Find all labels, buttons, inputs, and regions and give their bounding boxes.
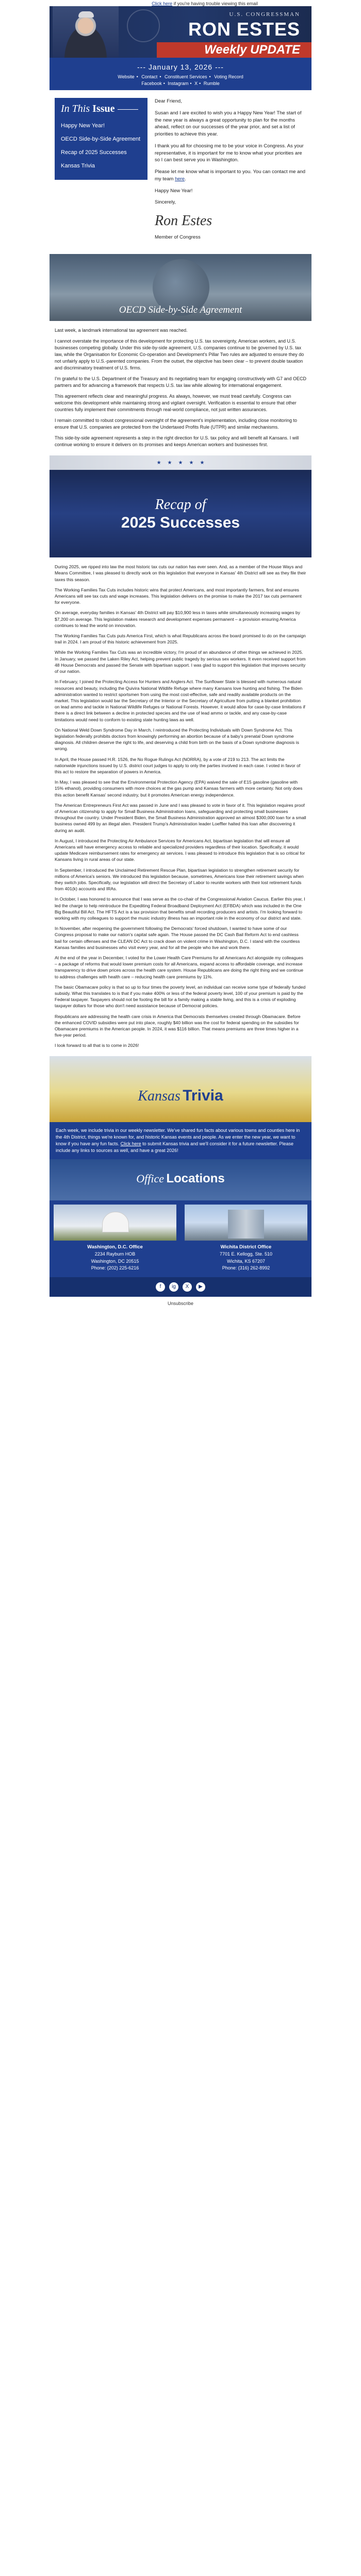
letter-paragraph: Happy New Year! <box>155 188 193 194</box>
office-dc <box>50 1200 180 1277</box>
top-nav: Website • Contact • Constituent Services • Voting Record <box>118 74 243 79</box>
congressman-portrait <box>53 6 119 58</box>
nav-voting-record[interactable]: Voting Record <box>214 74 243 79</box>
recap-paragraph: In February, I joined the Protecting Access for Hunters and Anglers Act. The Sunflower State is blessed with numerous natural resources and beauty, including the Quivira National Wildlife Refuge where many Kansans love hunting and fishing. The Biden administration wanted to restrict sportsmen from using the most cost-effective, safe and readily available products on the market. This legislation would bar the Secretary of the Interior or the Secretary of Agriculture from putting a blanket prohibition on lead ammo and tackle in National Wildlife Refuges or National Forests. However, it would allow for case-by-case limitations if there is a direct link between a decline in protected species and the use of lead ammo or tackle, and any case-by-case limitations would need to conform to existing state hunting laws as well. <box>55 679 305 722</box>
contact-here-link[interactable]: here <box>175 176 185 182</box>
letter-closing: Sincerely, <box>155 199 176 206</box>
nav-constituent-services[interactable]: Constituent Services <box>164 74 207 79</box>
trivia-submit-link[interactable]: Click here <box>120 1141 141 1146</box>
capitol-image <box>54 1205 176 1241</box>
top-note <box>0 0 361 6</box>
office-name: Wichita District Office <box>220 1244 272 1250</box>
recap-paragraph: During 2025, we ripped into law the most historic tax cuts our nation has ever seen. And, as a member of the House Ways and Means Committee, I was pleased to directly work on this legislation that everyone in Kansas' 4th District will see as they file their taxes this season. <box>55 564 306 582</box>
letter-title: Member of Congress <box>155 234 201 240</box>
recap-paragraph: In October, I was honored to announce that I was serve as the co-chair of the Congressional Aviation Caucus. Earlier this year, I led the charge to help reintroduce the Expediting Federal Broadband Deployment Act (EFBDA) which was included in the One Big Beautiful Bill Act. The HFTS Act is a tax provision that benefits small recording producers and artists. I'm looking forward to working with my colleagues to support the music industry illness has an important role in the economy of our district and state. <box>55 896 305 921</box>
nav-facebook[interactable]: Facebook <box>141 81 162 86</box>
header-pretitle: U.S. CONGRESSMAN <box>229 11 300 18</box>
locations-caption-top: Office <box>136 1172 164 1185</box>
star-icon: ★ <box>200 460 205 466</box>
office-list <box>50 1200 311 1277</box>
recap-paragraph: At the end of the year in December, I voted for the Lower Health Care Premiums for all Americans Act alongside my colleagues – a package of reforms that would lower premium costs for all Americans, expand access to affordable coverage, and increase transparency to drive down prices across the health care system. House Republicans are doing the right thing and we continue to address challenges with health care – reducing health care premiums by 11%. <box>55 955 303 979</box>
oecd-paragraph: I remain committed to robust congressional oversight of the agreement's implementation, including close monitoring to ensure that U.S. companies are protected from the Undertaxed Profits Rule (UTPR) and similar mechanisms. <box>55 418 297 430</box>
signature: Ron Estes <box>155 213 212 229</box>
oecd-banner-image <box>50 254 311 321</box>
locations-caption-bottom: Locations <box>166 1171 225 1185</box>
x-icon[interactable]: X <box>183 1282 192 1292</box>
stars-divider <box>50 455 311 470</box>
in-this-issue-box <box>55 98 147 180</box>
star-icon: ★ <box>156 460 161 466</box>
office-address: Washington, DC 20515 <box>91 1258 139 1264</box>
footer <box>50 1297 311 1307</box>
recap-paragraph: I look forward to all that is to come in 2026! <box>55 1043 139 1048</box>
oecd-paragraph: This agreement reflects clear and meaningful progress. As always, however, we must tread carefully. Congress can welcome this development while maintaining strong and vigilant oversight. Verification is essential to ensure that other countries fully implement their commitments through real-world compliance, not just written assurances. <box>55 393 297 413</box>
letter-paragraph: Susan and I are excited to wish you a Happy New Year! The start of the new year is always a great opportunity to plan for the months ahead, reflect on our successes of the year prior, and set a list of priorities to achieve this year. <box>155 110 302 138</box>
office-address: Wichita, KS 67207 <box>226 1258 266 1264</box>
trivia-banner-image <box>50 1056 311 1122</box>
nav-contact[interactable]: Contact <box>141 74 158 79</box>
recap-paragraph: The American Entrepreneurs First Act was passed in June and I was pleased to vote in favor of it. This legislation requires proof of American citizenship to apply for Small Business Administration loans, safeguarding and protecting small businesses throughout the country. Under President Biden, the Small Business Administration approved an almost $300,000 loan for a small business owned 499 by an illegal alien. President Trump's Administration leader Loeffler halted this loan after discovering it during an audit. <box>55 802 306 833</box>
recap-paragraph: The basic Obamacare policy is that so up to four times the poverty level, an individual can receive some type of federally funded subsidy. What this translates to is that if you make 400% or less of the federal poverty level, 100 of your premium is paid by the Federal taxpayer. Taxpayers should not be footing the bill for a family making a stable living, and this is a crisis of exploding taxpayer dollars for those who don't need assistance because of Democrat policies. <box>55 984 306 1009</box>
nav-x[interactable]: X <box>194 81 198 86</box>
oecd-paragraph: This side-by-side agreement represents a step in the right direction for U.S. tax policy and will benefit all Kansans. I will continue working to ensure it delivers on its promises and keeps American workers and businesses first. <box>55 435 299 448</box>
date-nav-band <box>50 58 311 90</box>
nav-website[interactable]: Website <box>118 74 135 79</box>
recap-caption-top: Recap of <box>155 497 206 513</box>
recap-paragraph: In November, after reopening the government following the Democrats' forced shutdown, I wanted to have some of our Congress proposal to make our nation's capital safe again. The House passed the DC Cash Bail Reform Act to end cashless bail for certain offenses and the CLEAN DC Act to crack down on violent crime in Washington, D.C. I stand with the countless Kansas families and businesses who visit every year, and for all the people who live and work there. <box>55 926 300 950</box>
recap-paragraph: While the Working Families Tax Cuts was an incredible victory, I'm proud of an abundance of other things we achieved in 2025. In January, we passed the Laken Riley Act, helping prevent public tragedy by serious sex workers. It even received support from 48 House Democrats and passed the Senate with bipartisan support. I was glad to support this legislation that improves security of our nation. <box>55 650 306 674</box>
issue-item[interactable]: Recap of 2025 Successes <box>61 149 127 156</box>
oecd-caption: OECD Side-by-Side Agreement <box>119 304 242 315</box>
recap-paragraph: In April, the House passed H.R. 1526, the No Rogue Rulings Act (NORRA), by a vote of 219 to 213. The act limits the nationwide injunctions issued by U.S. district court judges to apply to only the parties involved in each case. I voted in favor of this act to restore the separation of powers in America. <box>55 756 301 774</box>
letter-paragraph: I thank you all for choosing me to be your voice in Congress. As your representative, it is important for me to know what your priorities are so I can best serve you in Washington. <box>155 143 304 163</box>
recap-paragraph: The Working Families Tax Cuts puts America First, which is what Republicans across the board promised to do on the campaign trail in 2024. I am proud of this historic achievement from 2025. <box>55 633 306 645</box>
issue-item[interactable]: Happy New Year! <box>61 123 105 129</box>
social-nav: Facebook • Instagram • X • Rumble <box>141 81 220 86</box>
office-address: 2234 Rayburn HOB <box>94 1251 136 1257</box>
oecd-paragraph: I'm grateful to the U.S. Department of the Treasury and its negotiating team for engaging constructively with G7 and OECD partners and for advancing a framework that respects U.S. tax law while allowing for international engagement. <box>55 376 306 388</box>
header-subtitle: Weekly UPDATE <box>157 42 311 58</box>
letter-paragraph: Please let me know what is important to you. You can contact me and my team here. <box>155 169 306 182</box>
recap-paragraph: Republicans are addressing the health care crisis in America that Democrats themselves created through Obamacare. Before the enhanced COVID subsidies were put into place, roughly $40 billion was the cost for federal spending on the subsidies for Obamacare premiums in the American people. In 2024, it was $116 billion. That means premiums are three times higher in a five-year period. <box>55 1013 301 1038</box>
intro-section <box>50 90 311 254</box>
recap-paragraph: The Working Families Tax Cuts includes historic wins that protect Americans, and most importantly farmers, first and ensures Americans will see tax cuts and wage increases. This legislation delivers on the promise to make the 2017 tax cuts permanent for everyone. <box>55 587 302 605</box>
oecd-paragraph: I cannot overstate the importance of this development for protecting U.S. tax sovereignty, American workers, and U.S. businesses competing globally. Under this side-by-side agreement, U.S. companies continue to be governed by U.S. tax law, while the Organisation for Economic Co-operation and Development's Pillar Two rules are adjusted to ensure they do not unfairly apply to U.S.-parented companies. From the outset, the objective has been clear – to prevent double taxation and discriminatory treatment of U.S. firms. <box>55 338 304 370</box>
issue-title-issue: Issue <box>92 103 115 114</box>
recap-article <box>50 557 311 1056</box>
office-name: Washington, D.C. Office <box>87 1244 143 1250</box>
oecd-paragraph: Last week, a landmark international tax agreement was reached. <box>55 327 188 333</box>
locations-banner-image <box>50 1159 311 1200</box>
office-phone[interactable]: Phone: (316) 262-8992 <box>222 1265 270 1271</box>
recap-paragraph: In September, I introduced the Unclaimed Retirement Rescue Plan, bipartisan legislation to strengthen retirement security for millions of America's seniors. We introduced this legislation because, sometimes, Americans lose their retirement savings when they switch jobs. Specifically, our legislation will direct the Secretary of Labor to reunite workers with their lost retirement funds from 401(k) accounts and IRAs. <box>55 867 304 892</box>
trivia-caption-bottom: Trivia <box>183 1087 223 1104</box>
header-banner <box>50 6 311 58</box>
issue-date: --- January 13, 2026 --- <box>137 63 224 71</box>
issue-title-in: In This <box>61 103 90 114</box>
nav-rumble[interactable]: Rumble <box>203 81 220 86</box>
recap-paragraph: In August, I introduced the Protecting Air Ambulance Services for Americans Act, bipartisan legislation that will ensure all Americans will have emergency access to reliable and specialized providers regardless of their location. Specifically, it would update Medicare reimbursement rates for emergency air services. I was pleased to introduce this legislation that is so critical for Kansans living in rural areas of our state. <box>55 838 305 862</box>
issue-item[interactable]: Kansas Trivia <box>61 163 95 169</box>
issue-item[interactable]: OECD Side-by-Side Agreement <box>61 136 141 142</box>
intro-letter <box>155 98 306 246</box>
trivia-caption-top: Kansas <box>138 1088 180 1104</box>
nav-instagram[interactable]: Instagram <box>168 81 189 86</box>
social-footer <box>50 1277 311 1297</box>
congress-seal-icon <box>127 9 160 42</box>
wichita-building-image <box>185 1205 307 1241</box>
facebook-icon[interactable]: f <box>156 1282 165 1292</box>
rumble-icon[interactable]: ▶ <box>196 1282 205 1292</box>
oecd-article <box>50 321 311 456</box>
view-trouble-link[interactable]: Click here <box>152 1 173 6</box>
office-wichita <box>180 1200 311 1277</box>
recap-paragraph: In May, I was pleased to see that the Environmental Protection Agency (EPA) waived the sale of E15 gasoline (gasoline with 15% ethanol), providing consumers with more choices at the gas pump and Kansas farmers with more certainty. Not only does this action benefit Kansas' second industry, but it promotes American energy independence. <box>55 779 303 798</box>
recap-paragraph: On average, everyday families in Kansas' 4th District will pay $10,900 less in taxes while simultaneously increasing wages by $7,200 on average. This legislation makes research and development expenses permanent – a provision ensuring America continues to lead the world on innovation. <box>55 610 300 628</box>
star-icon: ★ <box>189 460 194 466</box>
office-phone[interactable]: Phone: (202) 225-6216 <box>91 1265 139 1271</box>
star-icon: ★ <box>178 460 183 466</box>
top-note-text: if you're having trouble viewing this email <box>172 1 258 6</box>
trivia-text: Each week, we include trivia in our weekly newsletter. We've shared fun facts about various towns and counties here in the 4th District, things we're known for, and historic Kansas events and people. As we enter the new year, we want to know if you have any fun facts. Click here to submit Kansas trivia and we'll consider it for a future newsletter. Please include any links to sources as well, and have a great 2026! <box>50 1122 311 1159</box>
letter-greeting: Dear Friend, <box>155 98 182 104</box>
instagram-icon[interactable]: ig <box>169 1282 178 1292</box>
newsletter <box>50 6 311 1307</box>
recap-paragraph: On National Weld Down Syndrome Day in March, I reintroduced the Protecting Individuals with Down Syndrome Act. This legislation federally prohibits doctors from knowingly performing an abortion because of a baby's prenatal Down syndrome diagnosis. All children deserve the right to life, and deserving a child from birth on the basis of a Down syndrome diagnosis is wrong. <box>55 727 299 752</box>
office-address: 7701 E. Kellogg, Ste. 510 <box>219 1251 273 1257</box>
header-name: RON ESTES <box>188 19 300 40</box>
star-icon: ★ <box>167 460 172 466</box>
recap-caption-bottom: 2025 Successes <box>121 514 240 532</box>
unsubscribe-link[interactable]: Unsubscribe <box>167 1300 194 1306</box>
recap-banner-image <box>50 470 311 557</box>
